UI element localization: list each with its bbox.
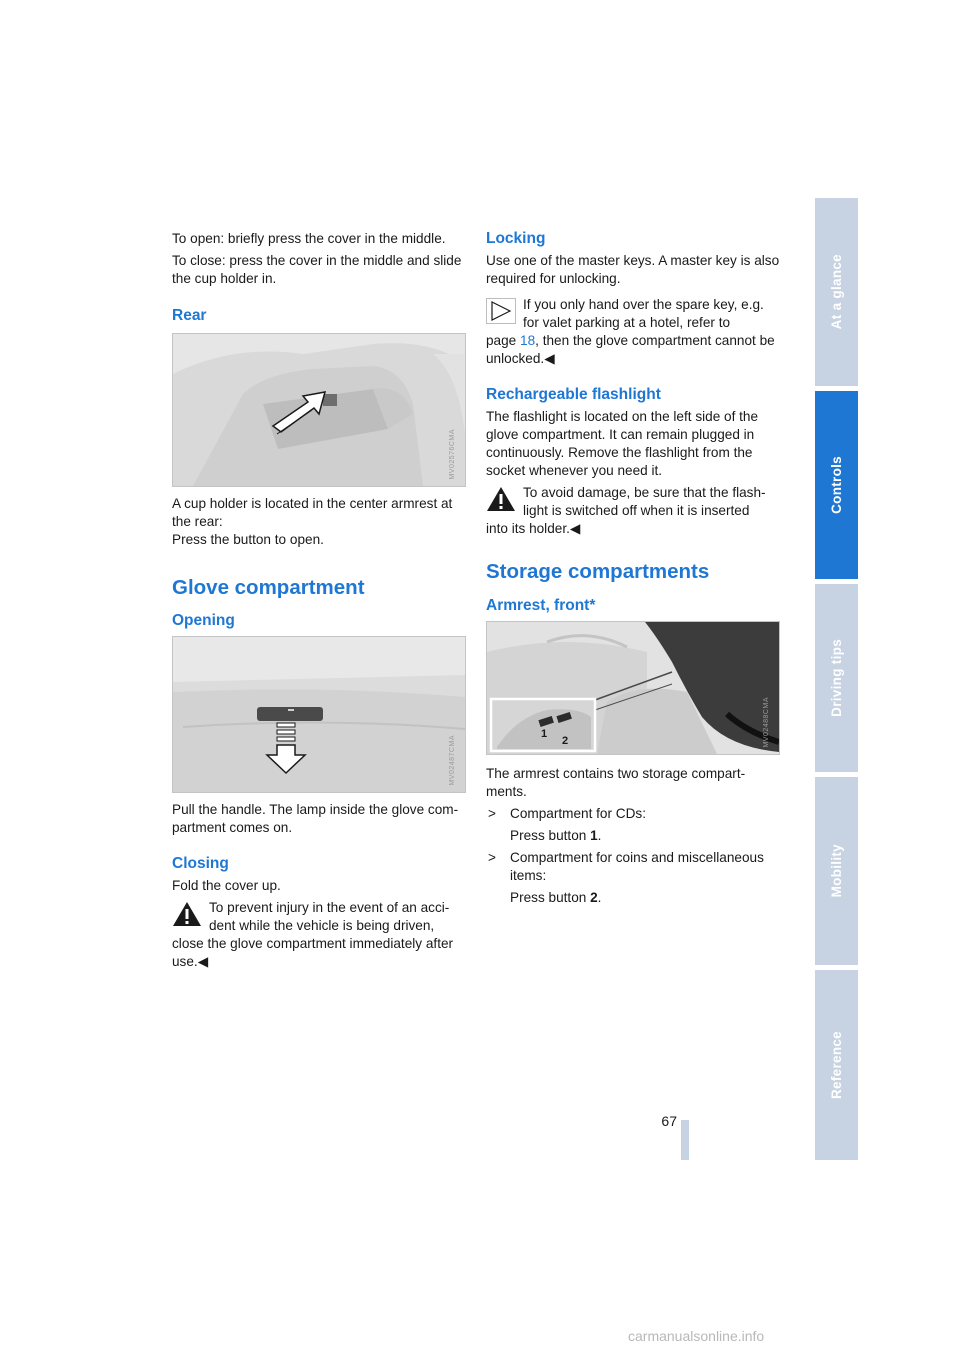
figure-rear-cup-holder — [172, 333, 466, 487]
tab-label: Reference — [829, 1031, 844, 1099]
info-note-spare-key — [486, 296, 781, 368]
bullet-cd-compartment: Compartment for CDs: — [510, 806, 646, 821]
front-armrest-illustration — [487, 622, 779, 754]
paragraph-armrest-compartments: The armrest contains two storage compart-ments. — [486, 766, 746, 799]
callout-1: 1 — [541, 728, 548, 740]
button-number: 1 — [590, 828, 598, 843]
instruction-period: . — [597, 828, 602, 843]
footer-watermark: carmanualsonline.info — [628, 1328, 765, 1344]
warning-triangle-icon — [486, 486, 516, 512]
heading-glove-compartment: Glove compartment — [172, 576, 365, 599]
warning-line-1: To avoid damage, be sure that the flash- — [523, 485, 766, 500]
bullet-mark: > — [488, 806, 496, 821]
bullet-cd-instruction — [486, 827, 781, 845]
paragraph-press-button: Press the button to open. — [172, 532, 324, 547]
tab-reference[interactable] — [815, 970, 858, 1160]
note-arrow-icon — [486, 298, 516, 324]
bullet-mark: > — [488, 850, 496, 865]
button-number: 2 — [590, 890, 598, 905]
figure-glove-compartment-opening — [172, 636, 466, 793]
tab-label: Mobility — [829, 844, 844, 898]
left-column — [172, 230, 467, 971]
instruction-text: Press button — [510, 828, 591, 843]
callout-2: 2 — [562, 735, 569, 747]
tab-controls[interactable] — [815, 391, 858, 579]
warning-line-1: To prevent injury in the event of an acci- — [209, 900, 450, 915]
warning-triangle-icon — [172, 901, 202, 927]
tab-label: Driving tips — [829, 639, 844, 717]
list-item — [486, 849, 781, 885]
tab-at-a-glance[interactable] — [815, 198, 858, 386]
paragraph-open: To open: briefly press the cover in the middle. — [172, 231, 446, 246]
paragraph-fold-cover: Fold the cover up. — [172, 878, 281, 893]
figure-code: MV02576CMA — [449, 429, 456, 480]
paragraph-close: To close: press the cover in the middle and slide the cup holder in. — [172, 253, 462, 286]
bullet-coins-instruction — [486, 889, 781, 907]
heading-rear: Rear — [172, 307, 207, 324]
warning-line-2: light is switched off when it is inserted — [523, 503, 750, 518]
tab-label: Controls — [829, 456, 844, 514]
paragraph-rear-cup-holder: A cup holder is located in the center armrest at the rear: — [172, 496, 453, 529]
figure-code: MV02488CMA — [763, 697, 770, 748]
instruction-text: Press button — [510, 890, 591, 905]
figure-code: MV02487CMA — [449, 735, 456, 786]
note-page-suffix: , then the glove compartment cannot be unlocked.◀ — [486, 333, 775, 366]
note-page-prefix: page — [486, 333, 521, 348]
section-sidebar — [815, 198, 858, 1160]
warning-rest: close the glove compartment immediately after use.◀ — [172, 936, 454, 969]
note-line-2: for valet parking at a hotel, refer to — [523, 315, 731, 330]
heading-storage-compartments: Storage compartments — [486, 560, 710, 583]
tab-mobility[interactable] — [815, 777, 858, 965]
bullet-coins-compartment: Compartment for coins and miscellaneous items: — [510, 850, 764, 883]
instruction-period: . — [597, 890, 602, 905]
rear-armrest-illustration — [173, 334, 465, 486]
paragraph-pull-handle: Pull the handle. The lamp inside the glove com-partment comes on. — [172, 802, 459, 835]
tab-label: At a glance — [829, 254, 844, 330]
page-link-18[interactable]: 18 — [520, 333, 536, 348]
note-line-1: If you only hand over the spare key, e.g. — [523, 297, 764, 312]
heading-locking: Locking — [486, 230, 546, 247]
list-item — [486, 805, 781, 823]
page-number: 67 — [661, 1113, 677, 1129]
page-number-bar — [681, 1120, 689, 1160]
paragraph-flashlight: The flashlight is located on the left side of the glove compartment. It can remain plugged in continuously. Remove the flashlight from the socket whenever you need it. — [486, 409, 759, 478]
heading-opening: Opening — [172, 612, 235, 629]
heading-rechargeable-flashlight: Rechargeable flashlight — [486, 386, 661, 403]
warning-line-2: dent while the vehicle is being driven, — [209, 918, 435, 933]
heading-armrest-front: Armrest, front* — [486, 597, 596, 614]
paragraph-master-keys: Use one of the master keys. A master key is also required for unlocking. — [486, 253, 780, 286]
glove-compartment-illustration — [173, 637, 465, 792]
heading-closing: Closing — [172, 855, 229, 872]
note-rest — [486, 332, 781, 368]
warning-note-flashlight — [486, 484, 781, 538]
warning-note-injury — [172, 899, 467, 971]
warning-rest: into its holder.◀ — [486, 521, 581, 536]
tab-driving-tips[interactable] — [815, 584, 858, 772]
figure-front-armrest — [486, 621, 780, 755]
right-column — [486, 230, 781, 907]
